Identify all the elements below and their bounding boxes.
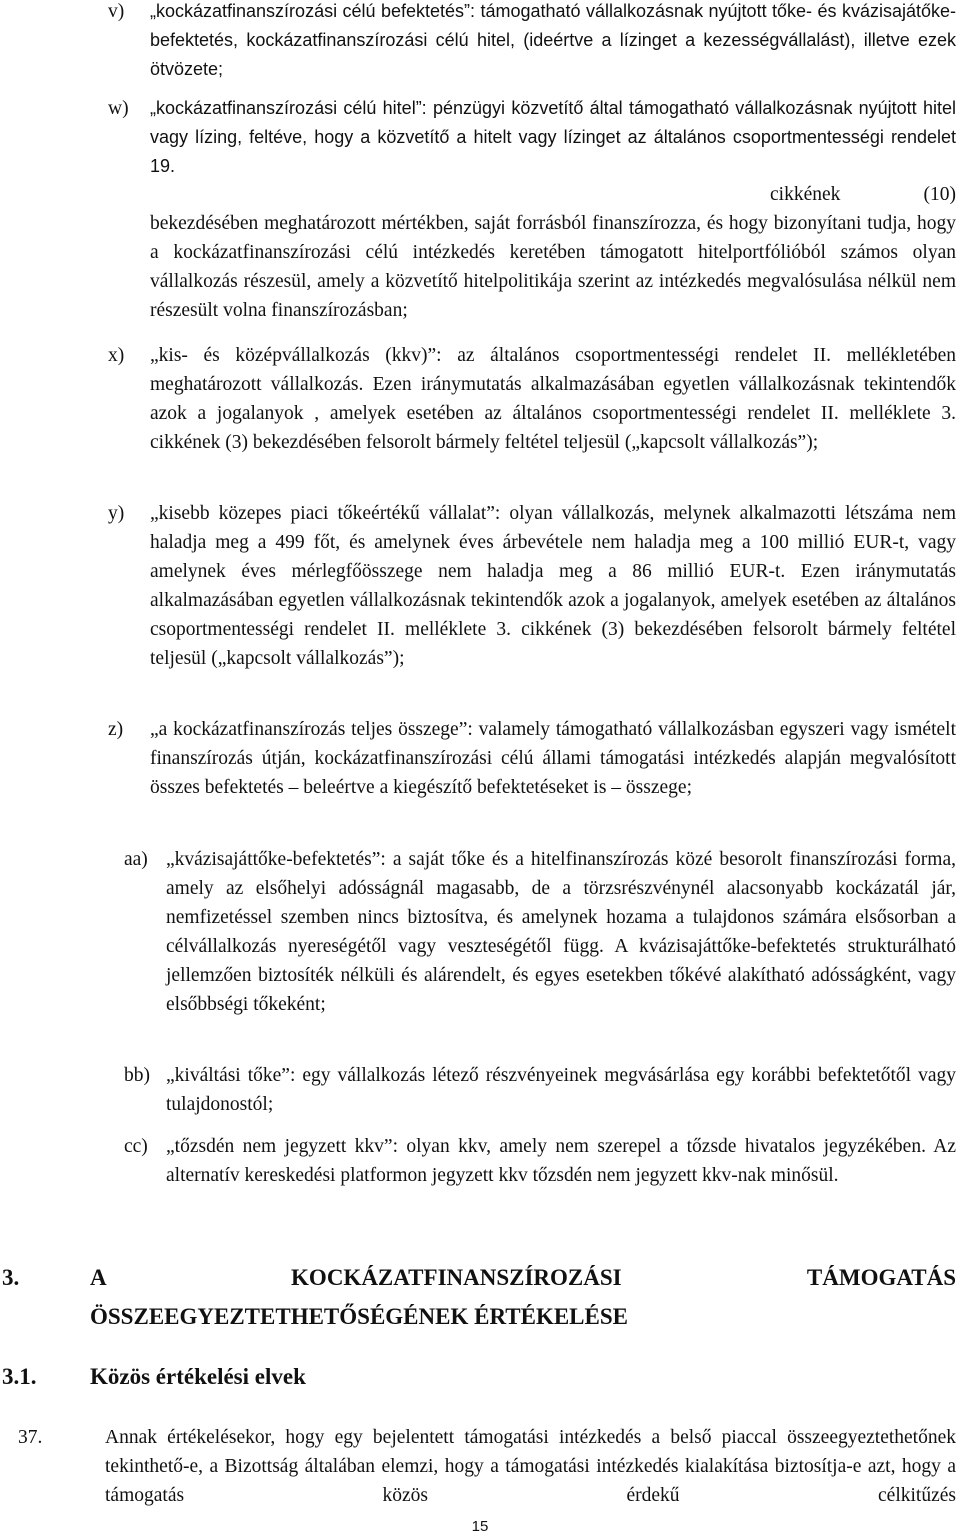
item-label-y: y) [108,503,125,524]
section-number: 3. [2,1265,20,1290]
subitem-label-aa: aa) [124,849,148,870]
subitem-label-bb: bb) [124,1065,150,1086]
item-label-w: w) [108,98,129,119]
item-label-z: z) [108,719,124,740]
subitem-bb-text: „kiváltási tőke”: egy vállalkozás létező részvényeinek megvásárlása egy korábbi befektetőtől vagy tulajdonostól; [166,1065,956,1115]
paragraph-37-text: Annak értékelésekor, hogy egy bejelentett támogatási intézkedés a belső piaccal összeegyeztethetőnek tekinthető-e, a Bizottság általában elemzi, hogy a támogatási intézkedés kialakítása biztosítja-e azt, hogy a támogatás közös érdekű célkitűzés [105,1427,956,1506]
subsection-number: 3.1. [2,1364,37,1389]
item-w-text-b: cikkének (10) bekezdésében meghatározott mértékben, saját forrásból finanszírozza, és hogy bizonyítani tudja, hogy a kockázatfinanszírozási célú intézkedés keretében támogatott hitelportfólióból számos olyan vállalkozás részesül, amely a közvetítő hitelpolitikája szerint az intézkedés megvalósulása nélkül nem részesült volna finanszírozásban; [150,184,956,321]
item-x-text: „kis- és középvállalkozás (kkv)”: az általános csoportmentességi rendelet II. mellékletében meghatározott vállalkozás. Ezen iránymutatás alkalmazásában egyetlen vállalkozásnak tekintendők azok a jogalanyok , amelyek esetében az általános csoportmentességi rendelet II. melléklete 3. cikkének (3) bekezdésében felsorolt bármely feltétel teljesül („kapcsolt vállalkozás”); [150,345,956,453]
subitem-aa-text: „kvázisajáttőke-befektetés”: a saját tőke és a hitelfinanszírozás közé besorolt finanszírozási forma, amely az elsőhelyi adósságnál magasabb, de a törzsrészvénynél alacsonyabb kockázatál jár, nemfizetéssel szemben nincs biztosítva, és amelynek hozama a tulajdonos számára elsősorban a célvállalkozás nyereségétől vagy veszteségétől függ. A kvázisajáttőke-befektetés strukturálható jellemzően biztosíték nélküli és alárendelt, és egyes esetekben tőkévé alakítható adósságként, vagy elsőbbségi tőkeként; [166,849,956,1015]
item-label-x: x) [108,345,125,366]
item-y-text: „kisebb közepes piaci tőkeértékű vállalat”: olyan vállalkozás, melynek alkalmazotti létszáma nem haladja meg a 499 főt, és amelynek éves árbevétele nem haladja meg a 100 millió EUR-t, vagy amelynek éves mérlegfőösszege nem haladja meg a 86 millió EUR-t. Ezen iránymutatás alkalmazásában egyetlen vállalkozásnak tekintendők azok a jogalanyok, amelyek esetében az általános csoportmentességi rendelet II. melléklete 3. cikkének (3) bekezdésében felsorolt bármely feltétel teljesül („kapcsolt vállalkozás”); [150,503,956,669]
item-z-text: „a kockázatfinanszírozás teljes összege”: valamely támogatható vállalkozásban egyszeri vagy ismételt finanszírozás útján, kockázatfinanszírozási célú állami támogatási intézkedés alapján megvalósított összes befektetés – beleértve a kiegészítő befektetéseket is – összege; [150,719,956,798]
section-title-line2: ÖSSZEEGYEZTETHETŐSÉGÉNEK ÉRTÉKELÉSE [90,1304,628,1329]
item-w-text-a: „kockázatfinanszírozási célú hitel”: pénzügyi közvetítő által támogatható vállalkozásnak nyújtott hitel vagy lízing, feltéve, hogy a közvetítő a hitelt vagy lízinget az általános csoportmentességi rendelet 19. [150,98,956,176]
subitem-label-cc: cc) [124,1136,148,1157]
item-v-text: „kockázatfinanszírozási célú befektetés”: támogatható vállalkozásnak nyújtott tőke- és kvázisajátőke-befektetés, kockázatfinanszírozási célú hitel, (ideértve a lízinget a kezességvállalást), illetve ezek ötvözete; [150,1,956,79]
section-title-line1: A KOCKÁZATFINANSZÍROZÁSI TÁMOGATÁS [90,1265,956,1290]
page-number: 15 [471,1518,489,1535]
paragraph-number: 37. [18,1427,43,1448]
item-label-v: v) [108,1,125,22]
subitem-cc-text: „tőzsdén nem jegyzett kkv”: olyan kkv, amely nem szerepel a tőzsde hivatalos jegyzékében. Az alternatív kereskedési platformon jegyzett kkv tőzsdén nem jegyzett kkv-nak minősül. [166,1136,956,1186]
subsection-title: Közös értékelési elvek [90,1364,306,1389]
